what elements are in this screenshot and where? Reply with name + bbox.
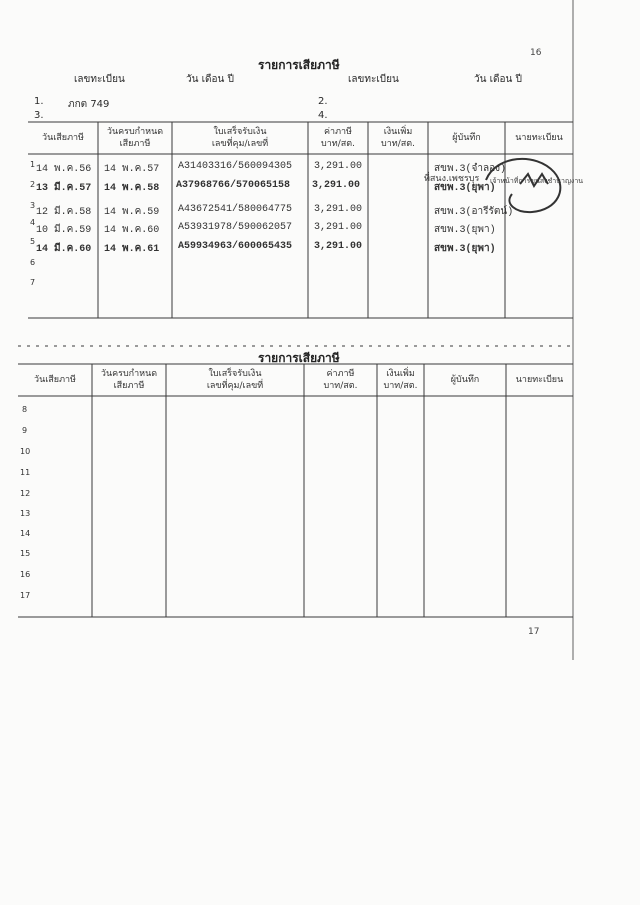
row-number: 17 [20,591,31,600]
stamp-text: ที่สนง.เพชรบุร [424,174,480,184]
column-header-surcharge: เงินเพิ่ม บาท/สต. [381,127,415,149]
row-number: 16 [20,570,31,579]
section-title: รายการเสียภาษี [258,58,340,72]
column-header-recorder: ผู้บันทึก [452,133,481,143]
column-header-registrar: นายทะเบียน [515,133,563,143]
tax-amount: 3,291.00 [314,241,363,252]
due-date: 14 พ.ค.58 [104,183,160,194]
column-header-tax: ค่าภาษี บาท/สต. [323,369,358,391]
registration-label-right: เลขทะเบียน [348,74,399,85]
pay-date: 14 มี.ค.60 [36,244,92,255]
column-header-recorder: ผู้บันทึก [450,375,480,385]
section-title: รายการเสียภาษี [258,351,340,365]
receipt-number: A37968766/570065158 [176,180,291,191]
row-number: 11 [20,468,31,477]
column-header-receipt: ใบเสร็จรับเงิน เลขที่คุม/เลขที่ [211,127,269,149]
tax-amount: 3,291.00 [312,180,361,191]
row-number: 7 [30,278,36,287]
recorder: สขพ.3(ยุพา) [434,244,496,255]
column-header-due-date: วันครบกำหนด เสียภาษี [106,127,164,149]
page-number: 17 [528,627,540,637]
reg-entry-number: 2. [318,96,328,107]
row-number: 12 [20,489,31,498]
column-header-due-date: วันครบกำหนด เสียภาษี [100,369,158,391]
registration-label-left: เลขทะเบียน [74,74,125,85]
receipt-number: A43672541/580064775 [178,204,293,215]
row-number: 14 [20,529,31,538]
column-header-registrar: นายทะเบียน [515,375,564,385]
reg-entry-number: 1. [34,96,44,107]
pay-date: 12 มี.ค.58 [36,207,92,218]
row-number: 9 [22,426,28,435]
tax-amount: 3,291.00 [314,222,363,233]
pay-date: 13 มี.ค.57 [36,183,92,194]
receipt-number: A31403316/560094305 [178,161,293,172]
reg-entry-number: 4. [318,110,328,121]
due-date: 14 พ.ค.57 [104,164,160,175]
due-date: 14 พ.ค.61 [104,244,160,255]
recorder: สขพ.3(อารีรัตน์) [434,207,514,218]
stamp-text-secondary: เจ้าหน้าที่การขนส่งชำนาญงาน [490,177,584,185]
pay-date: 14 พ.ค.56 [36,164,92,175]
row-number: 13 [20,509,31,518]
column-header-label: วันเสียภาษี [42,133,84,143]
page-number: 16 [530,48,542,58]
recorder: สขพ.3(จำลอง) [434,164,507,175]
row-number: 2 [30,180,36,189]
tax-amount: 3,291.00 [314,161,363,172]
row-number: 4 [30,218,36,227]
date-label-right: วัน เดือน ปี [474,74,522,85]
recorder: สขพ.3(ยุพา) [434,225,496,236]
row-number: 6 [30,258,36,267]
due-date: 14 พ.ค.59 [104,207,160,218]
row-number: 15 [20,549,31,558]
column-header-pay-date: วันเสียภาษี [34,375,76,385]
column-header-surcharge: เงินเพิ่ม บาท/สต. [383,369,418,391]
column-header-tax: ค่าภาษี บาท/สต. [321,127,355,149]
row-number: 10 [20,447,31,456]
reg-entry-value: ภกต 749 [68,99,110,110]
due-date: 14 พ.ค.60 [104,225,160,236]
tax-amount: 3,291.00 [314,204,363,215]
column-header-receipt: ใบเสร็จรับเงิน เลขที่คุม/เลขที่ [206,369,264,391]
row-number: 3 [30,201,36,210]
pay-date: 10 มี.ค.59 [36,225,92,236]
receipt-number: A59934963/600065435 [178,241,293,252]
row-number: 1 [30,160,36,169]
row-number: 8 [22,405,28,414]
reg-entry-number: 3. [34,110,44,121]
receipt-number: A53931978/590062057 [178,222,293,233]
row-number: 5 [30,237,36,246]
date-label-left: วัน เดือน ปี [186,74,234,85]
recorder: สขพ.3(ยุพา) [434,183,496,194]
